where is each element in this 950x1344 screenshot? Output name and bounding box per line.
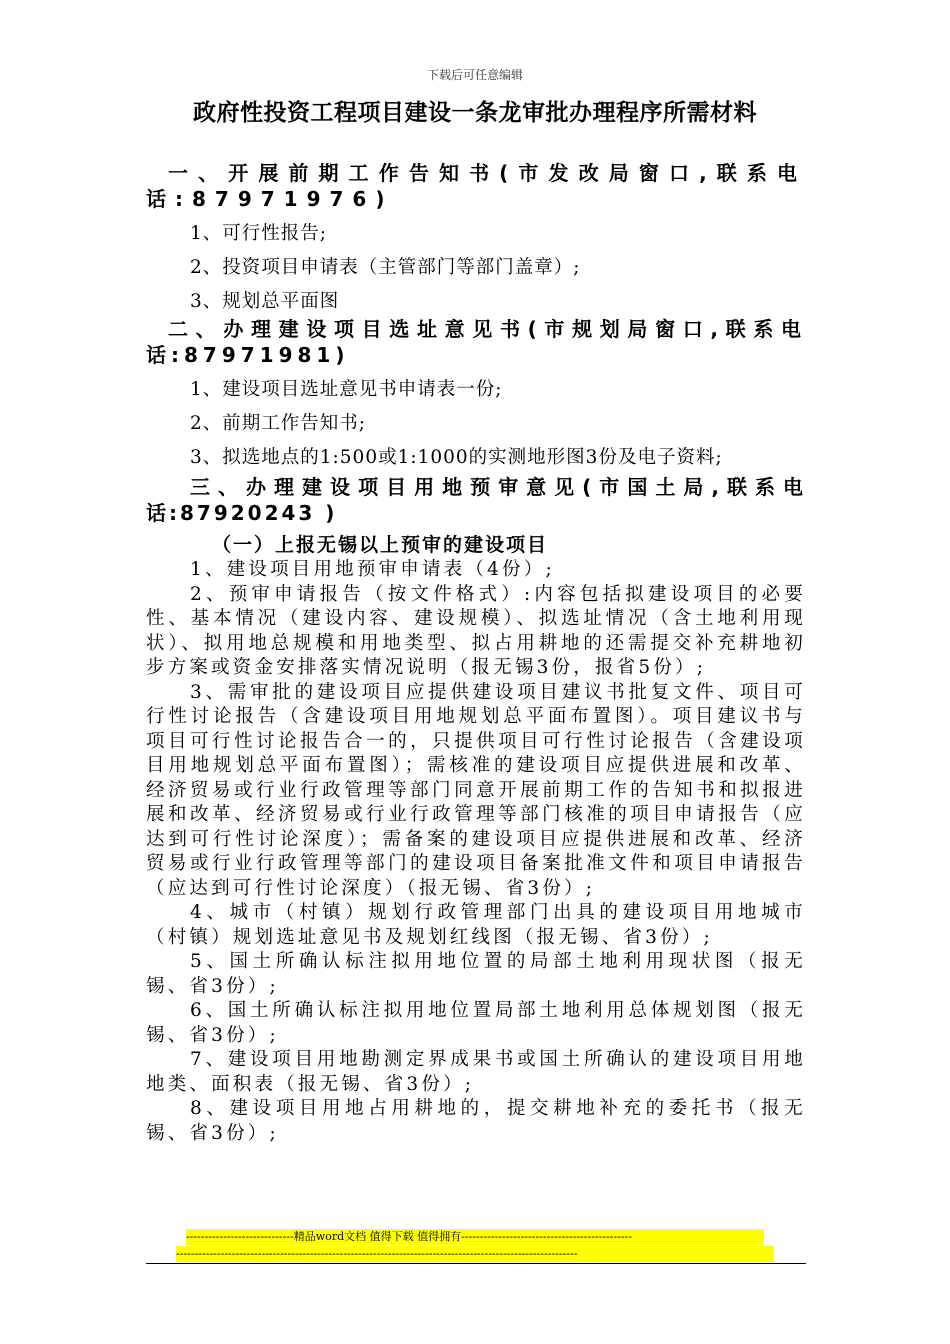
footer-banner-line-2: ------------------------------------------------------------------------------------------------------------: [176, 1246, 774, 1262]
section-1-item: 3、规划总平面图: [190, 291, 340, 312]
section-2: [146, 316, 806, 470]
section-3-item: 1、建设项目用地预审申请表（4份）;: [190, 559, 555, 580]
section-3-subheading: （一）上报无锡以上预审的建设项目: [212, 534, 549, 556]
section-3-heading: 三、办理建设项目用地预审意见(市国土局,联系电话:87920243 ): [146, 475, 806, 525]
section-3-item: 5、国土所确认标注拟用地位置的局部土地利用现状图（报无锡、省3份）;: [146, 951, 806, 997]
section-3-item: 8、建设项目用地占用耕地的，提交耕地补充的委托书（报无锡、省3份）;: [146, 1098, 806, 1144]
section-1: [146, 160, 806, 314]
document-title: 政府性投资工程项目建设一条龙审批办理程序所需材料: [193, 100, 757, 126]
section-2-heading: 二、办理建设项目选址意见书(市规划局窗口,联系电话:87971981): [146, 317, 806, 367]
section-2-item: 1、建设项目选址意见书申请表一份;: [190, 379, 503, 400]
header-note: 下载后可任意编辑: [426, 68, 523, 82]
section-3-item: 2、预审申请报告（按文件格式）:内容包括拟建设项目的必要性、基本情况（建设内容、建设规模）、拟选址情况（含土地利用现状）、拟用地总规模和用地类型、拟占用耕地的还需提交补充耕地初步方案或资金安排落实情况说明（报无锡3份，报省5份）;: [146, 583, 806, 678]
section-1-item: 2、投资项目申请表（主管部门等部门盖章）;: [190, 257, 581, 278]
footer-divider: [146, 1263, 806, 1264]
section-2-item: 2、前期工作告知书;: [190, 413, 367, 434]
section-1-item: 1、可行性报告;: [190, 223, 328, 244]
section-2-item: 3、拟选地点的1:500或1:1000的实测地形图3份及电子资料;: [190, 447, 723, 468]
section-3-item: 6、国土所确认标注拟用地位置局部土地利用总体规划图（报无锡、省3份）;: [146, 1000, 806, 1046]
section-3: [146, 474, 806, 1146]
section-3-item: 7、建设项目用地勘测定界成果书或国土所确认的建设项目用地地类、面积表（报无锡、省3份）;: [146, 1049, 806, 1095]
section-3-item: 4、城市（村镇）规划行政管理部门出具的建设项目用地城市（村镇）规划选址意见书及规划红线图（报无锡、省3份）;: [146, 902, 806, 948]
section-1-heading: 一、开展前期工作告知书(市发改局窗口,联系电话:87971976): [146, 161, 806, 211]
document-body: [146, 160, 806, 1146]
section-3-item: 3、需审批的建设项目应提供建设项目建议书批复文件、项目可行性讨论报告（含建设项目用地规划总平面布置图）。项目建议书与项目可行性讨论报告合一的，只提供项目可行性讨论报告（含建设项目用地规划总平面布置图）；需核准的建设项目应提供进展和改革、经济贸易或行业行政管理等部门同意开展前期工作的告知书和拟报进展和改革、经济贸易或行业行政管理等部门核准的项目申请报告（应达到可行性讨论深度）；需备案的建设项目应提供进展和改革、经济贸易或行业行政管理等部门的建设项目备案批准文件和项目申请报告（应达到可行性讨论深度）（报无锡、省3份）;: [146, 681, 806, 899]
footer-banner-line-1: -----------------------------精品word文档 值得下载 值得拥有----------------------------------------------: [186, 1229, 764, 1245]
